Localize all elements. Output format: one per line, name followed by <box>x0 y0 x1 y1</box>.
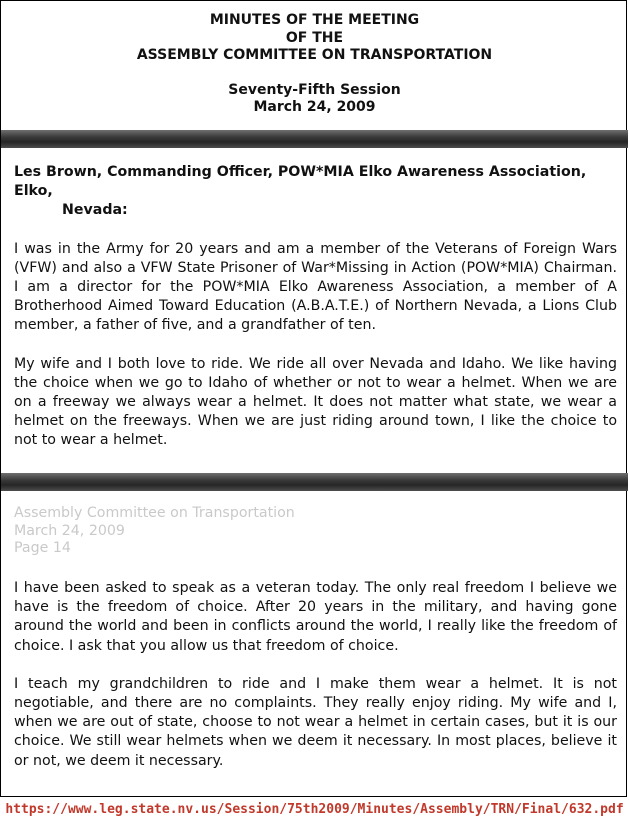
page-separator <box>1 473 628 491</box>
header-title-line-2: OF THE <box>285 29 344 46</box>
session-date: March 24, 2009 <box>253 99 376 115</box>
speaker-line-2: Nevada: <box>62 202 128 219</box>
header-title-line-1: MINUTES OF THE MEETING <box>209 12 420 28</box>
speaker-line-1: Les Brown, Commanding Officer, POW*MIA Elko Awareness Association, Elko, <box>14 164 587 200</box>
page-2-running-header <box>14 505 617 558</box>
testimony-paragraph-2: My wife and I both love to ride. We ride all over Nevada and Idaho. We like having the choice when we go to Idaho of whether or not to wear a helmet. When we are on a freeway we always wear a helmet. It does not matter what state, we wear a helmet on the freeways. When we are just riding around town, I like the choice to not to wear a helmet. <box>14 355 617 449</box>
running-header-date: March 24, 2009 <box>14 522 125 539</box>
running-header-page: Page 14 <box>14 540 71 556</box>
session-name: Seventy-Fifth Session <box>228 81 401 98</box>
source-url-link[interactable]: https://www.leg.state.nv.us/Session/75th2009/Minutes/Assembly/TRN/Final/632.pdf <box>5 802 624 817</box>
page-separator <box>1 130 628 148</box>
testimony-paragraph-4: I teach my grandchildren to ride and I make them wear a helmet. It is not negotiable, and there are no complaints. They really enjoy riding. My wife and I, when we are out of state, choose to not wear a helmet in certain cases, but it is our choice. We still wear helmets when we deem it necessary. In most places, believe it or not, we deem it necessary. <box>14 675 617 769</box>
header-title-line-3: ASSEMBLY COMMITTEE ON TRANSPORTATION <box>136 47 493 63</box>
minutes-header <box>1 1 628 117</box>
page-1-body <box>14 163 617 451</box>
testimony-paragraph-3: I have been asked to speak as a veteran today. The only real freedom I believe we have is the freedom of choice. After 20 years in the military, and having gone around the world and been in conflicts around the world, I really like the freedom of choice. I ask that you allow us that freedom of choice. <box>14 580 617 654</box>
page-2-body <box>14 579 617 771</box>
running-header-committee: Assembly Committee on Transportation <box>14 505 295 521</box>
testimony-paragraph-1: I was in the Army for 20 years and am a member of the Veterans of Foreign Wars (VFW) and also a VFW State Prisoner of War*Missing in Action (POW*MIA) Chairman. I am a director for the POW*MIA Elko Awareness Association, a member of A Brotherhood Aimed Toward Education (A.B.A.T.E.) of Northern Nevada, a Lions Club member, a father of five, and a grandfather of ten. <box>14 240 617 334</box>
